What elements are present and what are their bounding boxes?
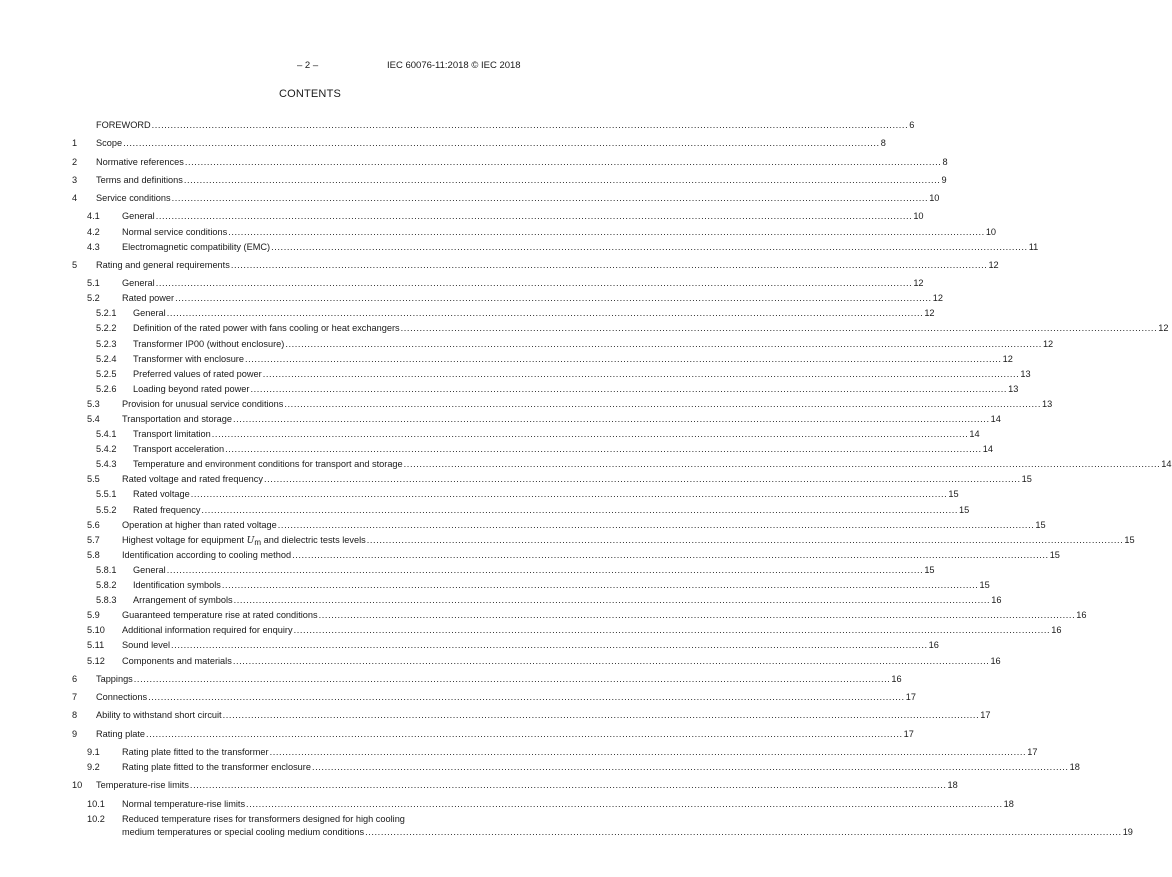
dot-leader <box>401 323 1158 333</box>
toc-entry-page: 9 <box>941 174 947 185</box>
toc-entry-page: 13 <box>1020 368 1031 379</box>
toc-entry[interactable] <box>72 444 993 459</box>
toc-entry-page: 18 <box>1069 762 1080 772</box>
dot-leader <box>292 550 1049 560</box>
dot-leader <box>245 354 1002 364</box>
toc-entry-page: 17 <box>1027 746 1038 757</box>
toc-entry-page: 6 <box>909 120 915 130</box>
dot-leader <box>223 710 980 720</box>
toc-entry-page: 16 <box>891 673 902 684</box>
dot-leader <box>172 193 929 203</box>
toc-entry[interactable] <box>72 728 914 744</box>
dot-leader <box>365 827 1122 837</box>
dot-leader <box>264 474 1021 484</box>
toc-entry-number: 8 <box>72 710 78 721</box>
toc-entry-number: 5 <box>72 259 78 270</box>
dot-leader <box>234 595 991 605</box>
toc-entry[interactable] <box>72 549 1060 565</box>
toc-entry-title: Components and materials <box>122 655 232 666</box>
toc-entry-number: 5.6 <box>87 519 100 530</box>
dot-leader <box>319 610 1076 620</box>
toc-entry-page: 15 <box>1035 519 1046 530</box>
toc-entry-page: 12 <box>932 293 943 304</box>
toc-entry-number: 5.8 <box>87 549 100 560</box>
toc-entry-title: Arrangement of symbols <box>133 595 233 606</box>
toc-entry-number: 5.5.2 <box>96 504 117 515</box>
toc-entry-page: 15 <box>1049 549 1060 560</box>
toc-entry-title: Transformer IP00 (without enclosure) <box>133 338 285 349</box>
toc-entry-page: 12 <box>1158 323 1169 334</box>
toc-entry-page: 15 <box>924 564 935 575</box>
toc-entry-page: 14 <box>990 414 1001 424</box>
toc-entry-title-part: Highest voltage for equipment <box>122 534 247 545</box>
toc-entry-number: 5.2.3 <box>96 338 117 349</box>
dot-leader <box>156 278 913 288</box>
toc-entry-page: 17 <box>980 710 991 721</box>
toc-entry[interactable] <box>72 383 1019 399</box>
dot-leader <box>134 674 891 684</box>
dot-leader <box>250 384 1007 394</box>
dot-leader <box>123 138 880 148</box>
toc-entry-title: Electromagnetic compatibility (EMC) <box>122 241 271 252</box>
toc-entry-page: 14 <box>969 429 980 440</box>
toc-entry[interactable] <box>72 429 980 444</box>
toc-entry-number: 5.8.3 <box>96 595 117 606</box>
dot-leader <box>167 565 924 575</box>
toc-entry-number: 10.2 <box>87 813 105 824</box>
toc-entry-title: Rated voltage and rated frequency <box>122 474 263 485</box>
toc-entry-title: Sound level <box>122 640 171 651</box>
toc-entry-title: Transport acceleration <box>133 444 225 455</box>
toc-entry-page: 12 <box>988 259 999 270</box>
toc-entry-number: 9.2 <box>87 762 100 772</box>
toc-entry-title: Transformer with enclosure <box>133 353 244 364</box>
toc-entry[interactable] <box>72 120 915 135</box>
toc-entry-page: 15 <box>1124 534 1135 545</box>
toc-entry-title: Identification symbols <box>133 580 221 591</box>
toc-entry-page: 13 <box>1042 398 1053 409</box>
toc-entry[interactable] <box>72 259 999 275</box>
toc-entry-number: 10.1 <box>87 798 105 809</box>
toc-entry[interactable] <box>72 710 991 725</box>
toc-entry-number: 1 <box>72 138 78 149</box>
toc-entry-number: 5.3 <box>87 398 100 409</box>
toc-entry-page: 12 <box>1002 353 1013 364</box>
toc-entry-title: General <box>133 308 166 319</box>
toc-entry[interactable] <box>72 504 970 520</box>
toc-entry-title: General <box>133 564 166 575</box>
toc-entry[interactable] <box>72 174 947 190</box>
toc-entry[interactable] <box>72 138 886 153</box>
toc-entry-page: 10 <box>913 211 924 222</box>
toc-entry-title: Loading beyond rated power <box>133 383 250 394</box>
toc-entry[interactable] <box>72 474 1032 489</box>
toc-entry-page: 10 <box>985 226 997 237</box>
toc-entry-title: Operation at higher than rated voltage <box>122 519 277 530</box>
dot-leader <box>285 339 1042 349</box>
toc-entry-page: 16 <box>1076 610 1087 621</box>
toc-entry-title: Tappings <box>96 673 133 684</box>
toc-entry-title: Definition of the rated power with fans cooling or heat exchangers <box>133 323 400 334</box>
toc-entry-number: 6 <box>72 673 78 684</box>
toc-entry-number: 4.2 <box>87 226 100 237</box>
dot-leader <box>171 640 928 650</box>
toc-entry[interactable] <box>72 673 902 689</box>
toc-entry-page: 16 <box>1051 625 1062 636</box>
toc-entry[interactable] <box>72 278 924 293</box>
toc-entry-number: 2 <box>72 156 78 167</box>
dot-leader <box>148 692 905 702</box>
dot-leader <box>156 211 913 221</box>
toc-entry-number: 5.4.2 <box>96 444 117 455</box>
toc-entry-number: 5.4.1 <box>96 429 117 440</box>
dot-leader <box>284 399 1041 409</box>
toc-entry[interactable] <box>72 534 1135 550</box>
standard-reference: IEC 60076-11:2018 © IEC 2018 <box>387 60 521 71</box>
toc-entry[interactable] <box>72 193 940 208</box>
dot-leader <box>263 369 1020 379</box>
toc-entry-page: 19 <box>1122 826 1133 837</box>
toc-entry-title: Scope <box>96 138 123 149</box>
toc-entry-title: Guaranteed temperature rise at rated conditions <box>122 610 318 621</box>
toc-entry[interactable] <box>72 308 935 323</box>
toc-entry[interactable] <box>72 746 1038 762</box>
toc-entry-number: 5.4.3 <box>96 459 117 470</box>
toc-entry[interactable] <box>72 813 1133 837</box>
dot-leader <box>233 414 990 424</box>
dot-leader <box>146 729 903 739</box>
toc-entry-title: Ability to withstand short circuit <box>96 710 222 721</box>
toc-entry-number: 5.8.2 <box>96 580 117 591</box>
table-of-contents <box>72 120 1172 837</box>
toc-entry-number: 9 <box>72 728 78 739</box>
toc-entry[interactable] <box>72 692 916 707</box>
toc-entry[interactable] <box>72 293 943 308</box>
toc-entry[interactable] <box>72 414 1001 429</box>
toc-entry[interactable] <box>72 580 990 595</box>
dot-leader <box>246 799 1003 809</box>
toc-entry[interactable] <box>72 610 1087 625</box>
dot-leader <box>190 780 947 790</box>
toc-entry[interactable] <box>72 625 1062 640</box>
toc-entry-number: 5.7 <box>87 534 100 545</box>
toc-entry-page: 16 <box>991 595 1002 606</box>
toc-entry-number: 5.2.4 <box>96 353 117 364</box>
toc-entry-title <box>122 535 366 547</box>
toc-entry-title: Normative references <box>96 156 184 167</box>
toc-entry-page: 12 <box>924 308 935 319</box>
toc-entry-title: Preferred values of rated power <box>133 368 262 379</box>
toc-entry-title: Transportation and storage <box>122 414 232 424</box>
toc-entry-number: 4.3 <box>87 241 100 252</box>
toc-entry-page: 15 <box>948 489 959 500</box>
toc-entry-title: Transport limitation <box>133 429 211 440</box>
dot-leader <box>225 444 982 454</box>
toc-entry-title: Temperature and environment conditions for transport and storage <box>133 459 403 470</box>
toc-entry-number: 5.10 <box>87 625 105 636</box>
dot-leader <box>231 260 988 270</box>
toc-entry-title: Normal service conditions <box>122 226 228 237</box>
dot-leader <box>185 157 942 167</box>
toc-entry-page: 16 <box>990 655 1001 666</box>
toc-entry[interactable] <box>72 798 1014 814</box>
toc-entry[interactable] <box>72 156 948 172</box>
toc-entry-page: 15 <box>959 504 970 515</box>
toc-entry-page: 8 <box>942 156 948 167</box>
dot-leader <box>312 762 1069 772</box>
toc-entry-title: Additional information required for enquiry <box>122 625 293 636</box>
toc-entry-title: Rating plate fitted to the transformer enclosure <box>122 762 311 772</box>
toc-entry[interactable] <box>72 398 1053 414</box>
toc-entry-page: 18 <box>947 780 958 791</box>
toc-entry-page: 17 <box>905 692 916 703</box>
toc-entry-page: 17 <box>903 728 914 739</box>
dot-leader <box>294 625 1051 635</box>
toc-entry[interactable] <box>72 489 959 504</box>
dot-leader <box>184 175 941 185</box>
dot-leader <box>212 429 969 439</box>
toc-entry-title: FOREWORD <box>96 120 151 130</box>
toc-entry-page: 8 <box>880 138 886 149</box>
toc-entry-title: Service conditions <box>96 193 171 204</box>
toc-entry[interactable] <box>72 655 1001 671</box>
toc-entry-number: 5.11 <box>87 640 105 651</box>
dot-leader <box>152 120 909 130</box>
toc-entry-number: 7 <box>72 692 78 703</box>
toc-entry-title-continued: medium temperatures or special cooling medium conditions <box>122 826 365 837</box>
toc-entry-number: 9.1 <box>87 746 100 757</box>
dot-leader <box>191 489 948 499</box>
toc-entry-number: 5.4 <box>87 414 100 424</box>
toc-entry-title: Connections <box>96 692 148 703</box>
toc-entry-number: 5.2.2 <box>96 323 117 334</box>
toc-entry-number: 5.9 <box>87 610 100 621</box>
voltage-symbol <box>247 535 261 546</box>
toc-entry-page: 14 <box>982 444 993 455</box>
toc-entry[interactable] <box>72 338 1054 354</box>
toc-entry-title: Reduced temperature rises for transformers designed for high cooling <box>122 813 405 824</box>
toc-entry-number: 5.2 <box>87 293 100 304</box>
toc-entry-title: Rating plate <box>96 728 146 739</box>
toc-entry-number: 3 <box>72 174 78 185</box>
toc-entry-number: 5.12 <box>87 655 105 666</box>
dot-leader <box>201 505 958 515</box>
toc-entry-title-part: and dielectric tests levels <box>261 534 366 545</box>
dot-leader <box>367 535 1124 545</box>
toc-entry-page: 15 <box>1021 474 1032 485</box>
toc-entry-title: Rated voltage <box>133 489 190 500</box>
toc-entry[interactable] <box>72 226 997 242</box>
toc-entry-title: Rated frequency <box>133 504 201 515</box>
toc-entry[interactable] <box>72 595 1002 610</box>
toc-entry-title: General <box>122 278 155 289</box>
toc-entry[interactable] <box>72 241 1039 257</box>
toc-entry-page: 16 <box>928 640 939 651</box>
toc-entry[interactable] <box>72 211 924 226</box>
voltage-symbol-letter: U <box>246 534 255 546</box>
toc-entry-title: Normal temperature-rise limits <box>122 798 246 809</box>
toc-entry[interactable] <box>72 459 1172 474</box>
toc-entry[interactable] <box>72 323 1169 338</box>
toc-entry-number: 4 <box>72 193 78 204</box>
toc-entry[interactable] <box>72 564 935 580</box>
toc-entry-title: Temperature-rise limits <box>96 780 189 791</box>
dot-leader <box>278 520 1035 530</box>
toc-entry-title: Rating plate fitted to the transformer <box>122 746 269 757</box>
toc-entry-number: 5.2.1 <box>96 308 117 319</box>
toc-entry-number: 10 <box>72 780 83 791</box>
toc-entry-title: Rating and general requirements <box>96 259 230 270</box>
dot-leader <box>404 459 1161 469</box>
voltage-symbol-subscript: m <box>254 537 262 547</box>
toc-entry-number: 4.1 <box>87 211 100 222</box>
page-title: CONTENTS <box>278 88 342 100</box>
toc-entry[interactable] <box>72 368 1031 384</box>
dot-leader <box>271 242 1028 252</box>
toc-entry[interactable] <box>72 353 1013 369</box>
toc-entry-title: Provision for unusual service conditions <box>122 398 284 409</box>
toc-entry-page: 13 <box>1008 383 1019 394</box>
dot-leader <box>228 227 985 237</box>
toc-entry-number: 5.5 <box>87 474 100 485</box>
dot-leader <box>270 747 1027 757</box>
toc-entry-page: 11 <box>1028 241 1039 252</box>
toc-entry-page: 12 <box>1042 338 1054 349</box>
toc-entry-page: 15 <box>979 580 990 591</box>
toc-entry[interactable] <box>72 780 958 795</box>
toc-entry-page: 18 <box>1003 798 1014 809</box>
dot-leader <box>167 308 924 318</box>
toc-entry-number: 5.1 <box>87 278 100 289</box>
toc-entry[interactable] <box>72 640 939 655</box>
toc-entry[interactable] <box>72 519 1046 535</box>
toc-entry-number: 5.5.1 <box>96 489 117 500</box>
toc-entry-number: 5.8.1 <box>96 564 117 575</box>
toc-entry-title: Identification according to cooling method <box>122 549 292 560</box>
toc-entry-title: Terms and definitions <box>96 174 183 185</box>
toc-entry-page: 14 <box>1161 459 1172 470</box>
toc-entry-title: General <box>122 211 155 222</box>
dot-leader <box>233 656 990 666</box>
toc-entry-page: 12 <box>913 278 924 289</box>
page-number: – 2 – <box>297 60 319 71</box>
toc-entry-number: 5.2.5 <box>96 368 117 379</box>
toc-entry-number: 5.2.6 <box>96 383 117 394</box>
toc-entry-page: 10 <box>929 193 940 204</box>
dot-leader <box>175 293 932 303</box>
dot-leader <box>222 580 979 590</box>
toc-entry[interactable] <box>72 762 1080 777</box>
toc-entry-title: Rated power <box>122 293 175 304</box>
